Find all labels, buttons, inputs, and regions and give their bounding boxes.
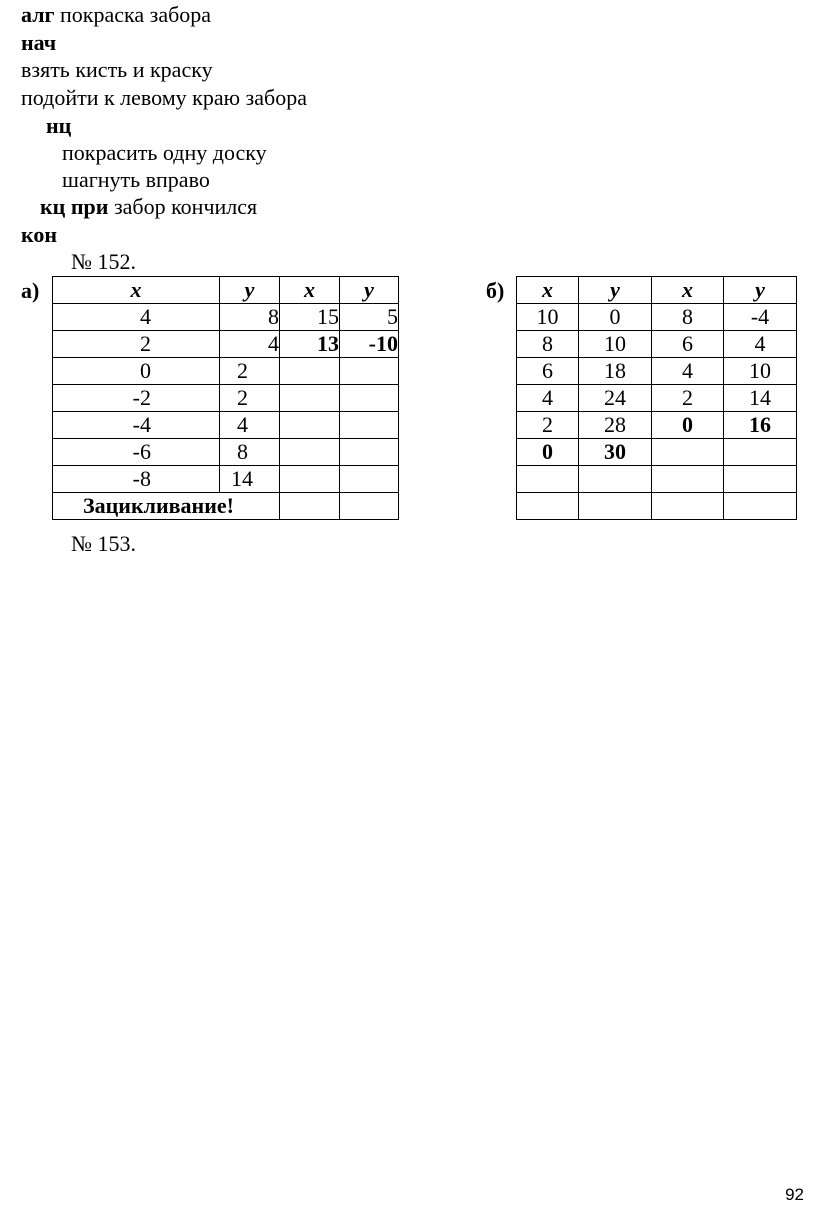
task-153-heading: № 153. bbox=[71, 531, 136, 556]
table-cell: 4 bbox=[53, 304, 220, 331]
table-cell bbox=[652, 439, 724, 466]
keyword-nach: нач bbox=[21, 30, 57, 55]
table-cell bbox=[280, 385, 340, 412]
table-cell: 8 bbox=[220, 304, 280, 331]
table-row bbox=[53, 358, 399, 385]
table-cell: 18 bbox=[579, 358, 652, 385]
table-cell: 8 bbox=[220, 439, 280, 466]
table-cell: 6 bbox=[517, 358, 579, 385]
table-b bbox=[516, 276, 797, 520]
table-cell bbox=[340, 466, 399, 493]
table-cell bbox=[724, 439, 797, 466]
loop-condition: забор кончился bbox=[108, 194, 258, 219]
keyword-kon: кон bbox=[21, 222, 58, 247]
algorithm-line-7: шагнуть вправо bbox=[62, 167, 210, 192]
table-cell: 24 bbox=[579, 385, 652, 412]
table-row bbox=[517, 493, 797, 520]
table-cell: 2 bbox=[53, 331, 220, 358]
table-cell: 2 bbox=[220, 385, 280, 412]
table-cell bbox=[724, 493, 797, 520]
page-number: 92 bbox=[785, 1185, 804, 1204]
table-b-header: y bbox=[724, 277, 797, 304]
table-b-header: y bbox=[579, 277, 652, 304]
table-row bbox=[517, 358, 797, 385]
algorithm-line-alg bbox=[21, 2, 211, 28]
table-cell: 2 bbox=[517, 412, 579, 439]
table-cell bbox=[280, 466, 340, 493]
table-b-label: б) bbox=[486, 278, 505, 303]
table-cell: -4 bbox=[724, 304, 797, 331]
table-cell bbox=[652, 493, 724, 520]
table-cell bbox=[579, 493, 652, 520]
table-cell bbox=[517, 493, 579, 520]
algorithm-title: покраска забора bbox=[54, 2, 212, 27]
table-cell: -4 bbox=[53, 412, 220, 439]
table-b-header: x bbox=[517, 277, 579, 304]
table-row bbox=[517, 385, 797, 412]
table-cell bbox=[340, 412, 399, 439]
table-cell: 5 bbox=[340, 304, 399, 331]
table-cell: -2 bbox=[53, 385, 220, 412]
keyword-alg: алг bbox=[21, 2, 55, 27]
table-a-footer: Зацикливание! bbox=[53, 493, 280, 520]
table-a-header: y bbox=[220, 277, 280, 304]
table-cell bbox=[280, 358, 340, 385]
table-cell: 0 bbox=[53, 358, 220, 385]
table-a-header: x bbox=[280, 277, 340, 304]
table-cell: 15 bbox=[280, 304, 340, 331]
table-a-header: x bbox=[53, 277, 220, 304]
table-cell bbox=[340, 493, 399, 520]
table-cell: 0 bbox=[579, 304, 652, 331]
table-cell: -8 bbox=[53, 466, 220, 493]
table-cell: 0 bbox=[517, 439, 579, 466]
table-cell bbox=[579, 466, 652, 493]
table-row bbox=[53, 385, 399, 412]
table-row bbox=[53, 277, 399, 304]
table-cell bbox=[340, 358, 399, 385]
table-cell: 4 bbox=[220, 331, 280, 358]
table-cell: 10 bbox=[724, 358, 797, 385]
table-cell: 2 bbox=[652, 385, 724, 412]
table-cell: 16 bbox=[724, 412, 797, 439]
table-cell bbox=[652, 466, 724, 493]
table-cell: 4 bbox=[220, 412, 280, 439]
algorithm-line-6: покрасить одну доску bbox=[62, 140, 267, 165]
table-row bbox=[517, 277, 797, 304]
algorithm-line-4: подойти к левому краю забора bbox=[21, 85, 307, 110]
table-b-header: x bbox=[652, 277, 724, 304]
table-cell: 14 bbox=[220, 466, 280, 493]
table-cell: -6 bbox=[53, 439, 220, 466]
keyword-kc-pri: кц при bbox=[40, 194, 109, 219]
table-a bbox=[52, 276, 399, 520]
table-cell: -10 bbox=[340, 331, 399, 358]
algorithm-line-kc bbox=[40, 194, 257, 220]
table-row bbox=[53, 439, 399, 466]
table-row bbox=[517, 466, 797, 493]
table-row bbox=[517, 412, 797, 439]
algorithm-line-3: взять кисть и краску bbox=[21, 57, 213, 82]
table-row bbox=[53, 493, 399, 520]
table-row bbox=[53, 466, 399, 493]
table-cell: 4 bbox=[652, 358, 724, 385]
table-cell: 4 bbox=[724, 331, 797, 358]
table-cell: 10 bbox=[517, 304, 579, 331]
table-cell bbox=[280, 412, 340, 439]
table-row bbox=[53, 304, 399, 331]
table-row bbox=[517, 304, 797, 331]
table-a-header: y bbox=[340, 277, 399, 304]
table-cell: 6 bbox=[652, 331, 724, 358]
task-152-heading: № 152. bbox=[71, 249, 136, 274]
table-cell bbox=[280, 493, 340, 520]
table-a-label: а) bbox=[21, 278, 40, 303]
table-cell bbox=[280, 439, 340, 466]
table-cell: 8 bbox=[517, 331, 579, 358]
table-cell bbox=[340, 439, 399, 466]
table-row bbox=[53, 331, 399, 358]
table-cell: 30 bbox=[579, 439, 652, 466]
table-cell bbox=[517, 466, 579, 493]
table-cell: 14 bbox=[724, 385, 797, 412]
table-cell: 4 bbox=[517, 385, 579, 412]
table-cell: 28 bbox=[579, 412, 652, 439]
keyword-nc: нц bbox=[46, 113, 72, 138]
table-row bbox=[53, 412, 399, 439]
table-row bbox=[517, 439, 797, 466]
table-cell: 0 bbox=[652, 412, 724, 439]
table-cell: 13 bbox=[280, 331, 340, 358]
table-cell: 10 bbox=[579, 331, 652, 358]
table-cell: 8 bbox=[652, 304, 724, 331]
table-cell bbox=[340, 385, 399, 412]
table-row bbox=[517, 331, 797, 358]
table-cell: 2 bbox=[220, 358, 280, 385]
table-cell bbox=[724, 466, 797, 493]
